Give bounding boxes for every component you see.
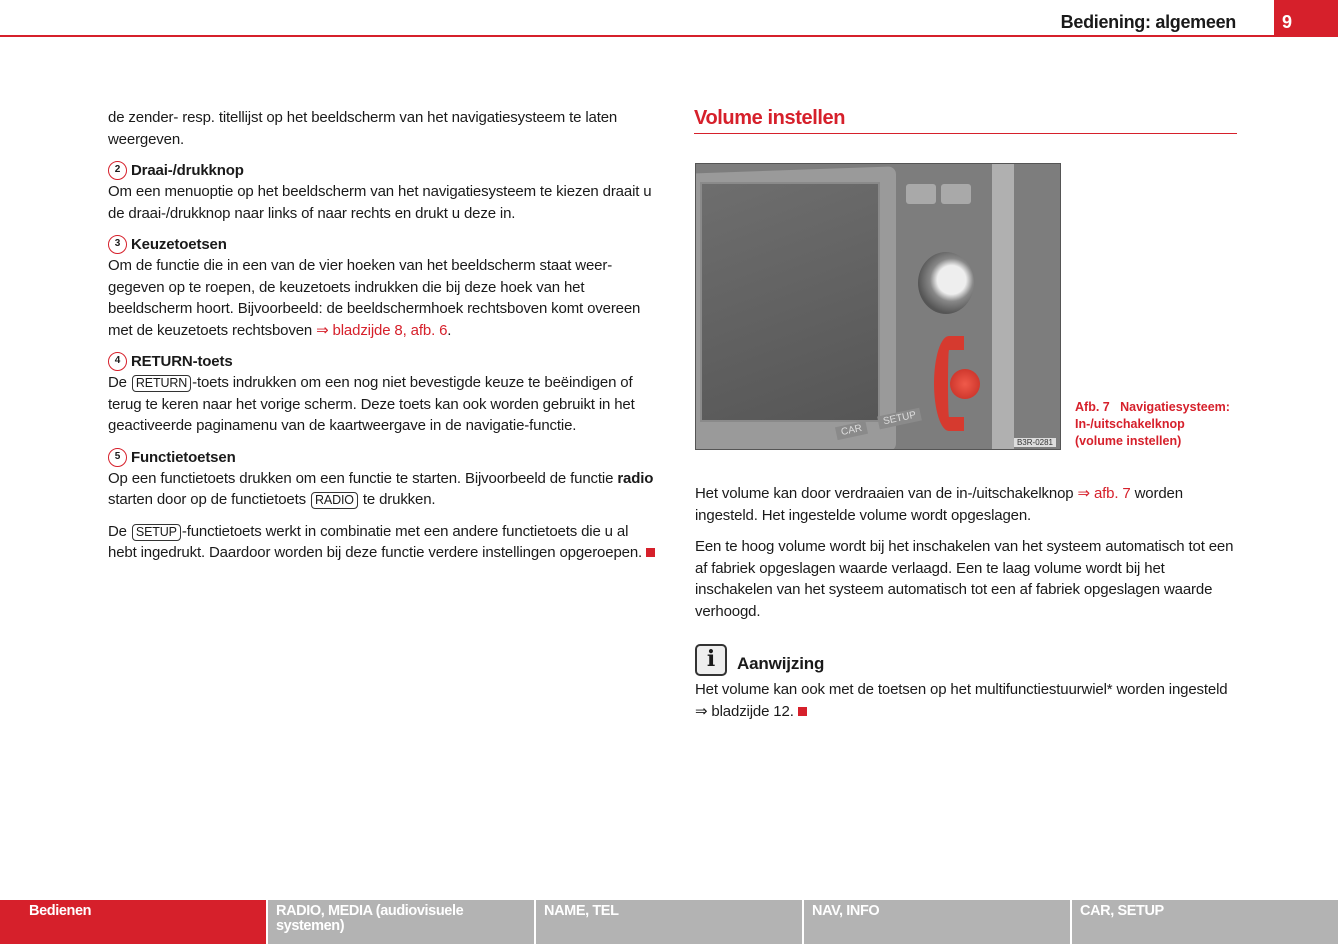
- callout-number: 5: [108, 448, 127, 467]
- prev-button: [906, 184, 936, 204]
- text: -toets indrukken om een nog niet bevestigde keuze te beëindigen of terug te keren naar het vorige scherm. Deze toets kan ook worden gebruikt in het geactiveerde paginamenu van de kaartweergave in de navigatie-functie.: [108, 374, 635, 434]
- text: Het volume kan ook met de toetsen op het multifunctiestuurwiel* worden ingesteld ⇒ bladzijde 12.: [695, 681, 1228, 720]
- item-heading: [108, 160, 656, 181]
- text: te drukken.: [358, 491, 436, 508]
- heading-text: Keuzetoetsen: [131, 236, 227, 253]
- display-screen: [700, 182, 880, 422]
- item-text: [108, 372, 656, 437]
- caption-text: (volume instellen): [1075, 434, 1182, 448]
- car-button: CAR: [835, 421, 868, 440]
- item-heading: [108, 447, 656, 468]
- text: De: [108, 374, 131, 391]
- section-title: Volume instellen: [694, 107, 1237, 134]
- text: Om de functie die in een van de vier hoeken van het beeldscherm staat weer-gegeven op te roepen, de keuzetoets indrukken die bij deze hoek van het beeldscherm hoort. Bijvoorbeeld: de beeldschermhoek rechtsboven komt overeen met de keuzetoets rechtsboven: [108, 257, 641, 339]
- heading-text: Draai-/drukknop: [131, 162, 244, 179]
- callout-number: 2: [108, 161, 127, 180]
- caption-text: Navigatiesysteem:: [1120, 400, 1230, 414]
- text: .: [447, 321, 452, 339]
- figure-reference-link[interactable]: ⇒ afb. 7: [1077, 485, 1131, 502]
- text: Op een functietoets drukken om een functie te starten. Bijvoorbeeld de functie: [108, 469, 618, 487]
- running-header: Bediening: algemeen: [1060, 12, 1236, 32]
- paragraph: [695, 483, 1240, 526]
- text: worden ingesteld. Het ingestelde volume wordt opgeslagen.: [695, 485, 1183, 524]
- text: -functietoets werkt in combinatie met een andere functietoets die u al hebt ingedrukt. Daardoor worden bij deze functie verdere instellingen opgeroepen.: [108, 522, 643, 561]
- text: Het volume kan door verdraaien van de in-/uitschakelknop: [695, 485, 1078, 502]
- heading-text: Functietoetsen: [131, 448, 236, 466]
- footer-tab-radio-media[interactable]: RADIO, MEDIA (audiovisuele systemen): [268, 900, 534, 944]
- item-heading: [108, 351, 656, 372]
- footer-tab-bedienen[interactable]: Bedienen: [0, 900, 266, 944]
- heading-text: RETURN-toets: [131, 353, 233, 370]
- rotary-knob: [918, 252, 974, 314]
- right-column: [695, 483, 1240, 732]
- note-text: [695, 679, 1240, 722]
- callout-number: 4: [108, 352, 127, 371]
- item-text: [108, 468, 656, 511]
- note-title: Aanwijzing: [737, 654, 825, 674]
- paragraph: Een te hoog volume wordt bij het inschakelen van het systeem automatisch tot een af fabriek opgeslagen waarde verlaagd. Een te laag volume wordt bij het inschakelen van het systeem automatisch tot een af fabriek opgeslagen waarde verhoogd.: [695, 538, 1234, 620]
- item-heading: [108, 234, 656, 255]
- figure-code: B3R-0281: [1014, 438, 1056, 447]
- text: starten door op de functietoets: [108, 491, 310, 508]
- header-rule: [0, 35, 1338, 37]
- caption-text: In-/uitschakelknop: [1075, 417, 1185, 431]
- key-label: SETUP: [132, 524, 181, 541]
- key-label: RETURN: [132, 375, 191, 392]
- page-number: 9: [1274, 0, 1338, 37]
- intro-paragraph: de zender- resp. titellijst op het beeldscherm van het navigatiesysteem te laten weergeven.: [108, 109, 618, 148]
- item-text: [108, 255, 656, 341]
- info-icon: i: [695, 644, 727, 676]
- footer-tab-car-setup[interactable]: CAR, SETUP: [1072, 900, 1338, 944]
- left-column: [108, 107, 656, 574]
- page-reference-link[interactable]: ⇒ bladzijde 8, afb. 6: [316, 321, 448, 339]
- callout-number: 3: [108, 235, 127, 254]
- figure-caption: [1075, 399, 1230, 450]
- setup-paragraph: [108, 521, 656, 564]
- console-trim: [992, 164, 1014, 450]
- caption-label: Afb. 7: [1075, 400, 1110, 414]
- footer-tab-name-tel[interactable]: NAME, TEL: [536, 900, 802, 944]
- footer-tab-nav-info[interactable]: NAV, INFO: [804, 900, 1070, 944]
- power-volume-knob: [950, 369, 980, 399]
- key-label: RADIO: [311, 492, 358, 509]
- end-marker-icon: [798, 707, 807, 716]
- item-text: Om een menuoptie op het beeldscherm van het navigatiesysteem te kiezen draait u de draai-/drukknop naar links of naar rechts en drukt u deze in.: [108, 183, 652, 222]
- bold-text: radio: [617, 469, 654, 487]
- note-heading: [695, 644, 1240, 676]
- next-button: [941, 184, 971, 204]
- setup-button: SETUP: [877, 408, 922, 430]
- end-marker-icon: [646, 548, 655, 557]
- figure-navigation-system: [695, 163, 1061, 450]
- text: De: [108, 522, 131, 540]
